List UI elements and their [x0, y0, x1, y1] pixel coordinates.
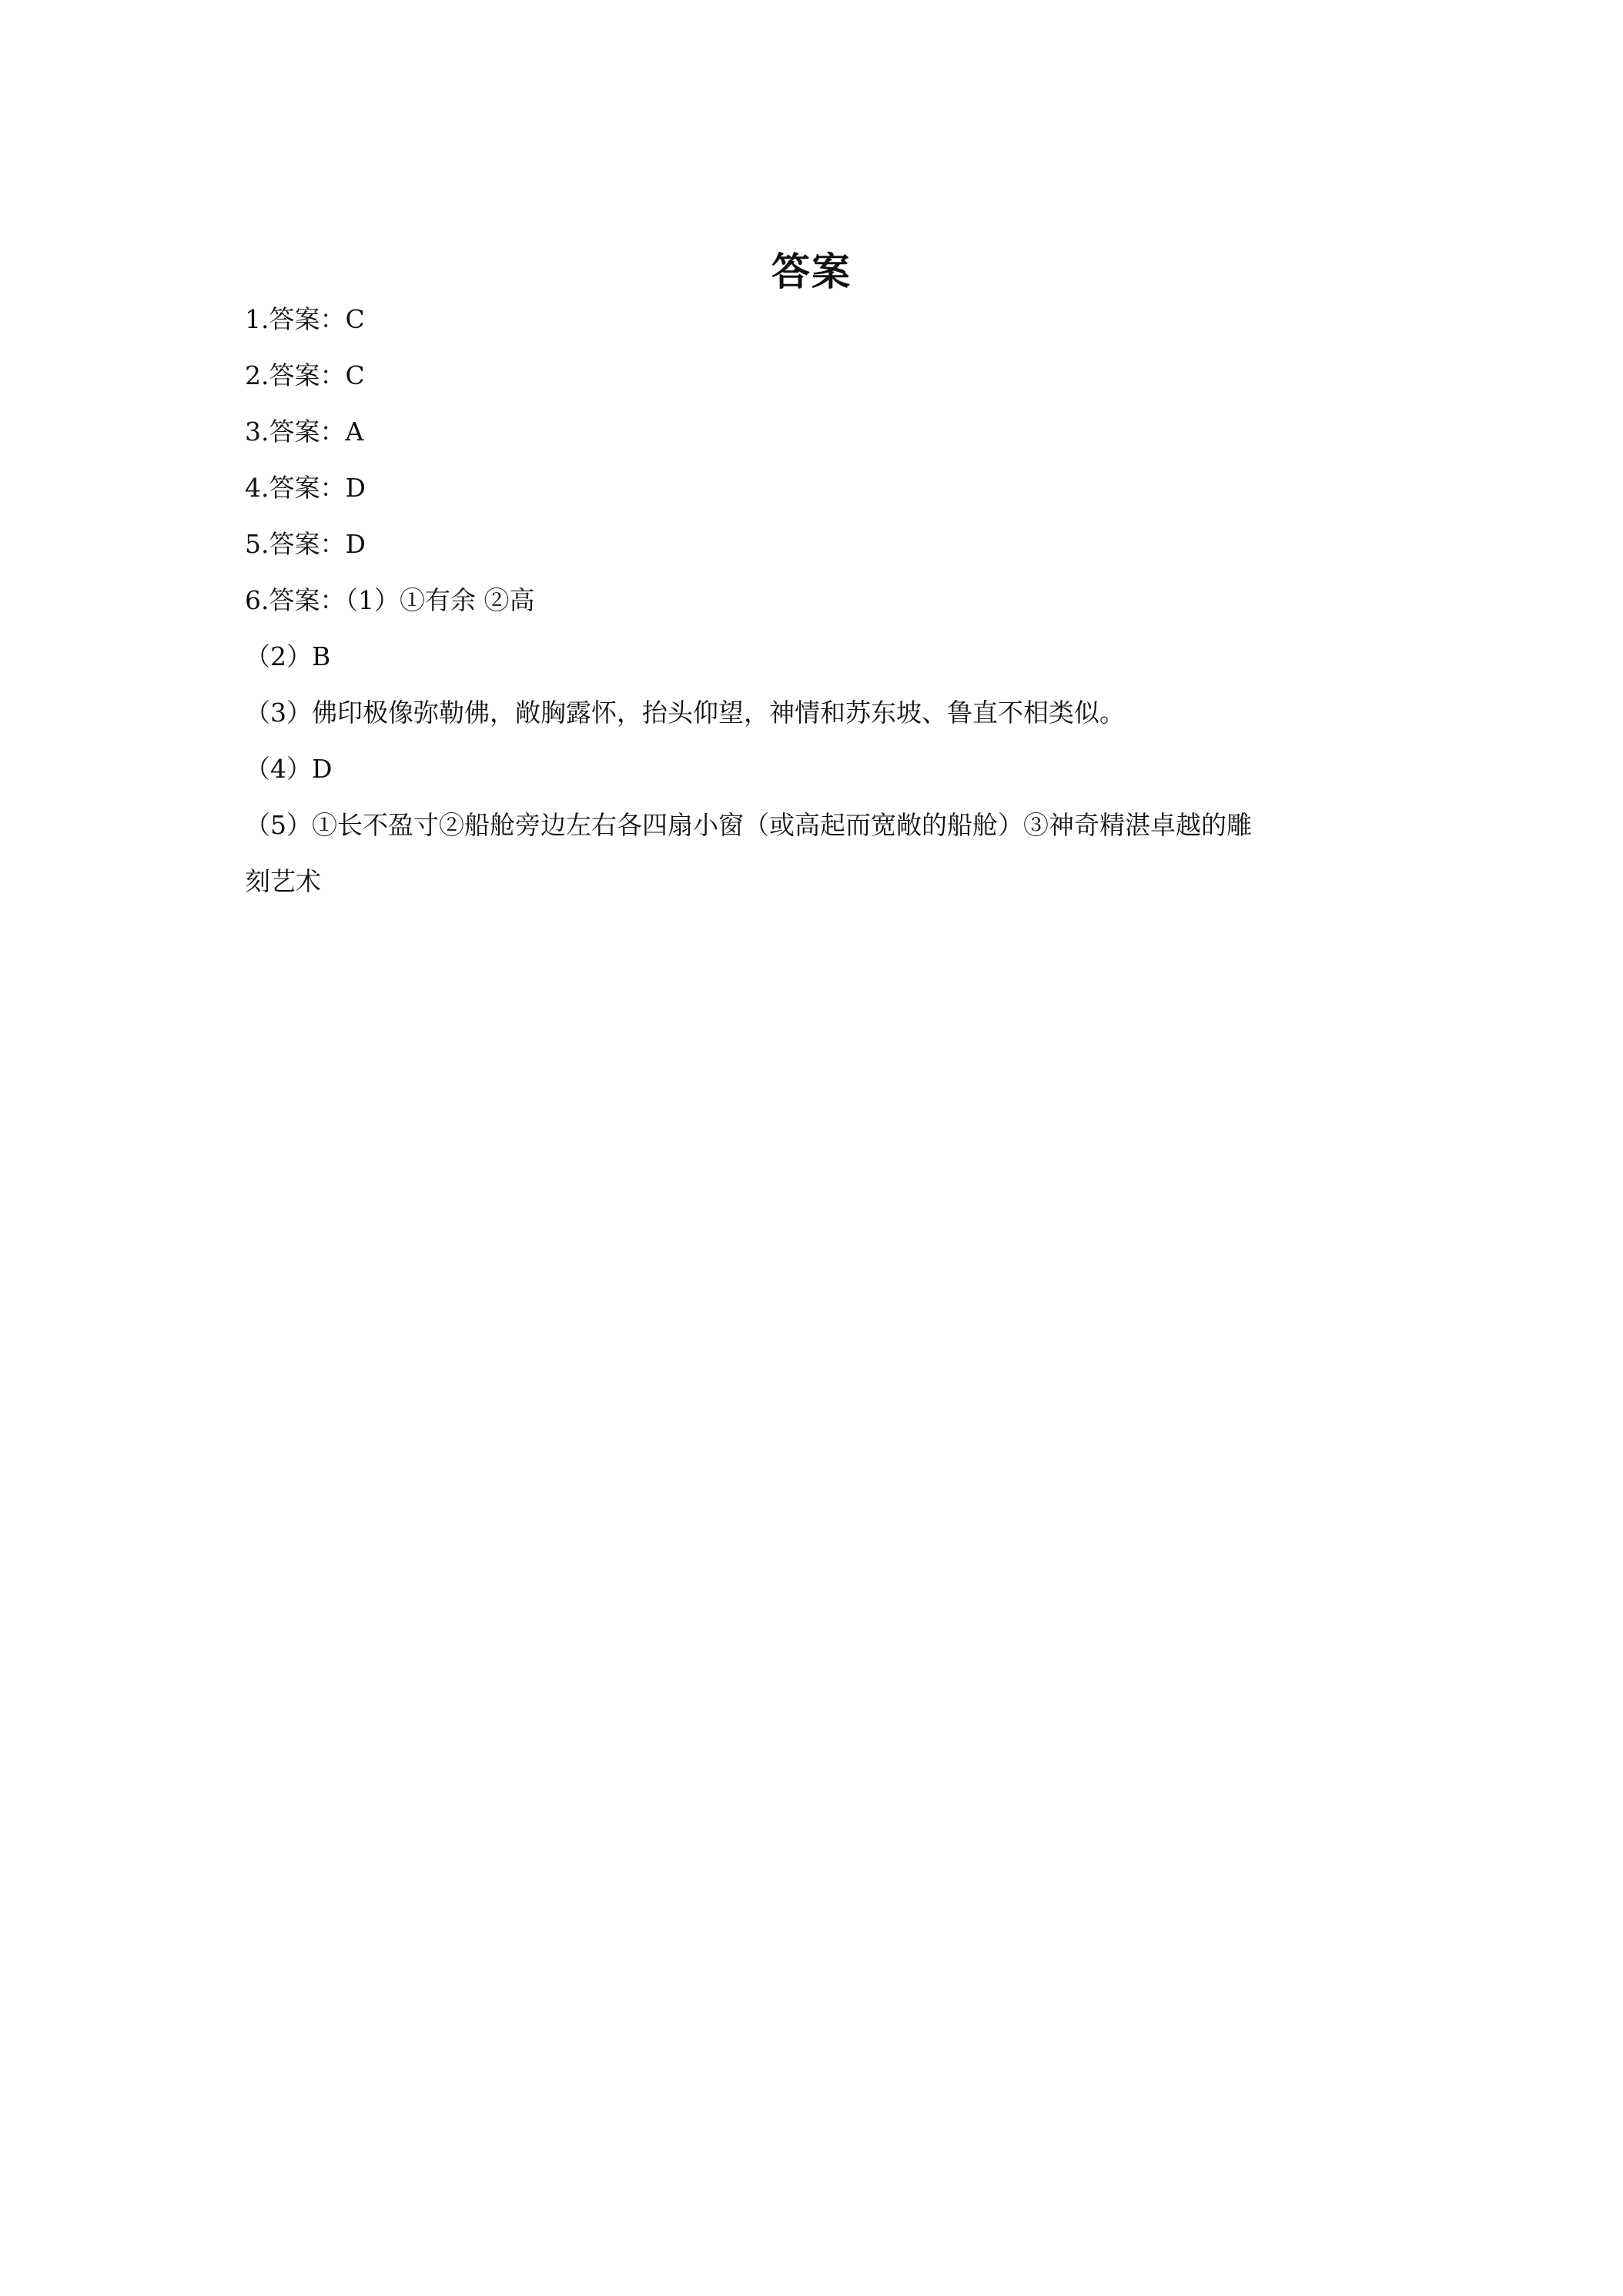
answer-line-6-2: （2）B	[245, 641, 331, 671]
answer-line-6-3: （3）佛印极像弥勒佛，敞胸露怀，抬头仰望，神情和苏东坡、鲁直不相类似。	[245, 698, 1125, 728]
answer-line-6: 6.答案：（1）①有余 ②高	[245, 585, 535, 615]
answer-line-6-5: （5）①长不盈寸②船舱旁边左右各四扇小窗（或高起而宽敞的船舱）③神奇精湛卓越的雕	[245, 810, 1252, 840]
answer-line-6-4: （4）D	[245, 754, 333, 784]
answer-line-1: 1.答案：C	[245, 304, 365, 334]
answer-line-5: 5.答案：D	[245, 529, 366, 559]
answer-line-3: 3.答案：A	[245, 417, 364, 447]
answer-line-4: 4.答案：D	[245, 473, 366, 503]
answer-line-2: 2.答案：C	[245, 360, 365, 390]
answer-line-6-5-cont: 刻艺术	[245, 866, 321, 896]
page-title: 答案	[771, 249, 852, 294]
